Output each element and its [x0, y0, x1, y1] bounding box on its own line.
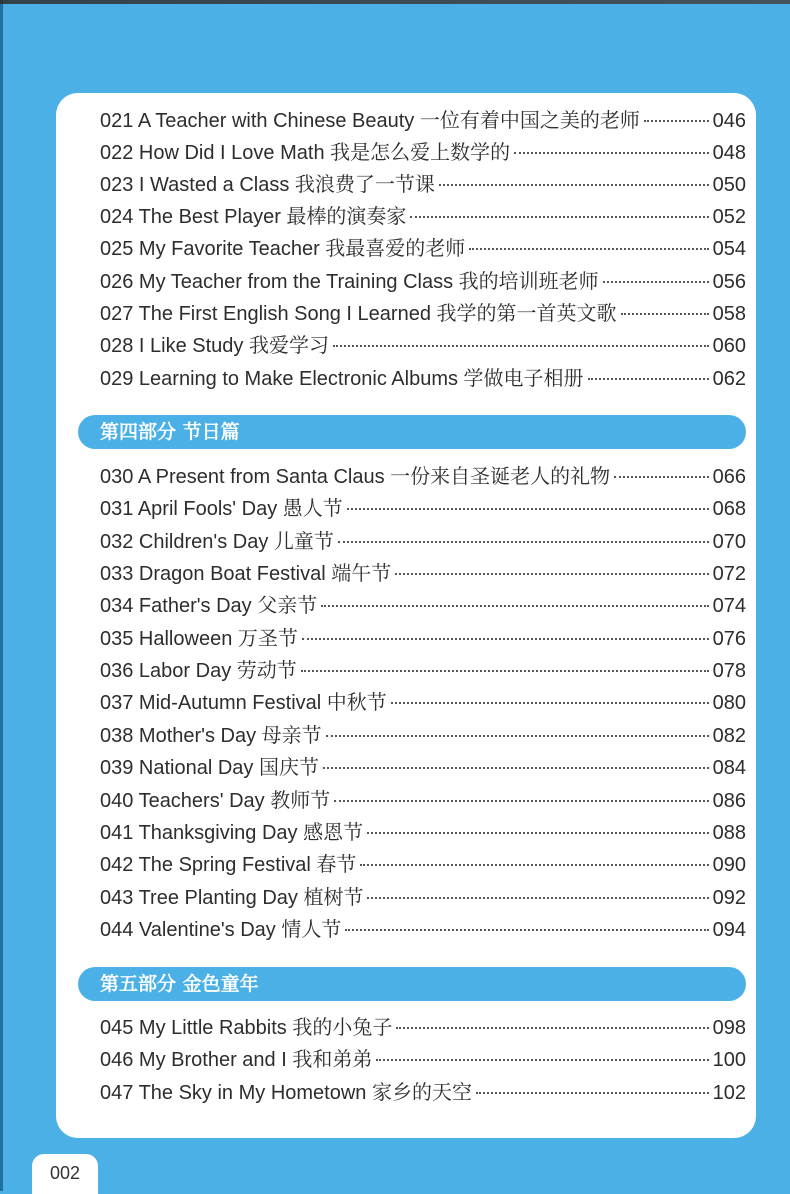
section-heading: 第四部分 节日篇	[78, 415, 746, 449]
dot-leader	[469, 248, 708, 250]
entry-page: 078	[712, 660, 746, 682]
dot-leader	[301, 670, 709, 672]
dot-leader	[338, 541, 709, 543]
dot-leader	[345, 929, 708, 931]
toc-entry[interactable]	[100, 137, 746, 169]
entry-title: 021 A Teacher with Chinese Beauty 一位有着中国之美的老师	[100, 110, 640, 132]
entry-page: 062	[712, 368, 746, 390]
entry-page: 092	[712, 887, 746, 909]
entry-page: 086	[712, 790, 746, 812]
toc-entry[interactable]	[100, 849, 746, 881]
dot-leader	[391, 702, 709, 704]
entry-title: 040 Teachers' Day 教师节	[100, 790, 331, 812]
page-top-edge	[0, 0, 790, 4]
toc-entry[interactable]	[100, 1044, 746, 1076]
entry-title: 027 The First English Song I Learned 我学的第一首英文歌	[100, 303, 617, 325]
dot-leader	[410, 216, 708, 218]
dot-leader	[395, 573, 708, 575]
dot-leader	[323, 767, 709, 769]
entry-title: 046 My Brother and I 我和弟弟	[100, 1049, 373, 1071]
toc-entry[interactable]	[100, 785, 746, 817]
toc-entry[interactable]	[100, 882, 746, 914]
toc-entry[interactable]	[100, 201, 746, 233]
toc-entry[interactable]	[100, 720, 746, 752]
entry-title: 043 Tree Planting Day 植树节	[100, 887, 364, 909]
dot-leader	[360, 864, 708, 866]
entry-page: 098	[712, 1017, 746, 1039]
entry-page: 084	[712, 757, 746, 779]
dot-leader	[588, 378, 709, 380]
dot-leader	[439, 184, 709, 186]
entry-title: 038 Mother's Day 母亲节	[100, 725, 322, 747]
entry-title: 034 Father's Day 父亲节	[100, 595, 318, 617]
toc-card	[56, 93, 756, 1138]
entry-title: 023 I Wasted a Class 我浪费了一节课	[100, 174, 435, 196]
toc-entry[interactable]	[100, 493, 746, 525]
dot-leader	[367, 897, 708, 899]
toc-entry[interactable]	[100, 233, 746, 265]
entry-title: 022 How Did I Love Math 我是怎么爱上数学的	[100, 142, 511, 164]
entry-title: 029 Learning to Make Electronic Albums 学做电子相册	[100, 368, 584, 390]
toc-entry[interactable]	[100, 623, 746, 655]
entry-title: 030 A Present from Santa Claus 一份来自圣诞老人的礼物	[100, 466, 611, 488]
entry-title: 039 National Day 国庆节	[100, 757, 319, 779]
entry-title: 035 Halloween 万圣节	[100, 628, 298, 650]
dot-leader	[326, 735, 709, 737]
entry-page: 046	[712, 110, 746, 132]
toc-entry[interactable]	[100, 1077, 746, 1109]
entry-page: 050	[712, 174, 746, 196]
dot-leader	[621, 313, 709, 315]
toc-entry[interactable]	[100, 298, 746, 330]
dot-leader	[376, 1059, 708, 1061]
section-heading: 第五部分 金色童年	[78, 967, 746, 1001]
entry-page: 090	[712, 854, 746, 876]
entry-page: 052	[712, 206, 746, 228]
entry-page: 102	[712, 1082, 746, 1104]
dot-leader	[333, 345, 709, 347]
entry-title: 026 My Teacher from the Training Class 我的培训班老师	[100, 271, 599, 293]
page-edge	[0, 0, 3, 1191]
entry-page: 100	[712, 1049, 746, 1071]
entry-page: 066	[712, 466, 746, 488]
entry-page: 082	[712, 725, 746, 747]
toc-entry[interactable]	[100, 752, 746, 784]
toc-entry[interactable]	[100, 655, 746, 687]
dot-leader	[614, 476, 708, 478]
entry-page: 074	[712, 595, 746, 617]
entry-title: 045 My Little Rabbits 我的小兔子	[100, 1017, 393, 1039]
entry-title: 031 April Fools' Day 愚人节	[100, 498, 343, 520]
page-number: 002	[32, 1154, 98, 1194]
entry-page: 094	[712, 919, 746, 941]
toc-entry[interactable]	[100, 590, 746, 622]
entry-page: 076	[712, 628, 746, 650]
entry-page: 068	[712, 498, 746, 520]
entry-title: 037 Mid-Autumn Festival 中秋节	[100, 692, 387, 714]
toc-entry[interactable]	[100, 526, 746, 558]
entry-page: 072	[712, 563, 746, 585]
toc-entry[interactable]	[100, 1012, 746, 1044]
entry-title: 047 The Sky in My Hometown 家乡的天空	[100, 1082, 472, 1104]
dot-leader	[603, 281, 709, 283]
dot-leader	[396, 1027, 708, 1029]
dot-leader	[302, 638, 709, 640]
dot-leader	[334, 800, 708, 802]
entry-page: 088	[712, 822, 746, 844]
entry-title: 024 The Best Player 最棒的演奏家	[100, 206, 407, 228]
entry-page: 058	[712, 303, 746, 325]
entry-title: 028 I Like Study 我爱学习	[100, 335, 329, 357]
toc-entry[interactable]	[100, 169, 746, 201]
entry-title: 044 Valentine's Day 情人节	[100, 919, 342, 941]
dot-leader	[321, 605, 708, 607]
entry-page: 056	[712, 271, 746, 293]
dot-leader	[367, 832, 709, 834]
entry-page: 080	[712, 692, 746, 714]
entry-title: 042 The Spring Festival 春节	[100, 854, 357, 876]
dot-leader	[514, 152, 709, 154]
dot-leader	[347, 508, 709, 510]
toc-entry[interactable]	[100, 330, 746, 362]
entry-title: 032 Children's Day 儿童节	[100, 531, 334, 553]
entry-page: 070	[712, 531, 746, 553]
toc-entry[interactable]	[100, 687, 746, 719]
entry-page: 060	[712, 335, 746, 357]
toc-entry[interactable]	[100, 914, 746, 946]
dot-leader	[476, 1092, 709, 1094]
entry-title: 033 Dragon Boat Festival 端午节	[100, 563, 392, 585]
toc-entry[interactable]	[100, 105, 746, 137]
entry-title: 041 Thanksgiving Day 感恩节	[100, 822, 364, 844]
entry-page: 054	[712, 238, 746, 260]
toc-entry[interactable]	[100, 558, 746, 590]
toc-entry[interactable]	[100, 266, 746, 298]
entry-title: 036 Labor Day 劳动节	[100, 660, 297, 682]
entry-title: 025 My Favorite Teacher 我最喜爱的老师	[100, 238, 466, 260]
dot-leader	[644, 120, 709, 122]
toc-entry[interactable]	[100, 817, 746, 849]
toc-entry[interactable]	[100, 461, 746, 493]
toc-entry[interactable]	[100, 363, 746, 395]
entry-page: 048	[712, 142, 746, 164]
